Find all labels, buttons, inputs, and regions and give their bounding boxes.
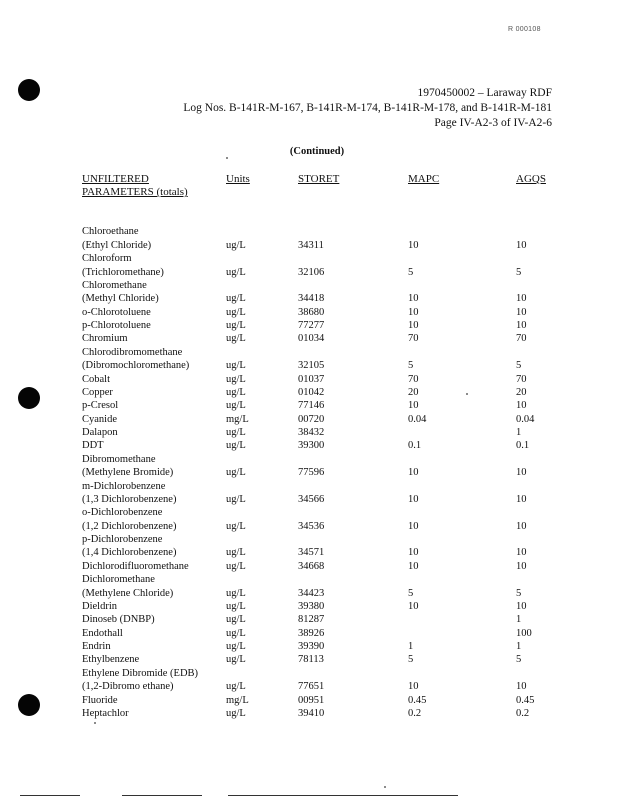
cell-agqs: 10 [516,467,527,479]
cell-name: (Ethyl Chloride) [82,239,152,251]
cell-mapc: 10 [408,547,419,559]
cell-agqs: 5 [516,360,522,372]
cell-name: o-Dichlorobenzene [82,507,163,519]
cell-name: Dalapon [82,427,118,438]
cell-name: Dichloromethane [82,574,155,586]
cell-agqs: 5 [516,266,522,278]
cell-storet: 00951 [298,694,325,706]
cell-agqs: 20 [516,386,527,398]
cell-agqs: 10 [516,306,527,318]
cell-name: Endothall [82,627,123,639]
cell-storet: 34566 [298,493,325,505]
cell-units: ug/L [226,600,246,612]
table-row [0,252,618,265]
cell-agqs: 0.04 [516,413,535,425]
cell-units: ug/L [226,400,246,412]
cell-name: (1,4 Dichlorobenzene) [82,547,177,559]
cell-storet: 39380 [298,600,325,612]
cell-units: ug/L [226,467,246,479]
facility-id-line: 1970450002 – Laraway RDF [417,87,552,99]
cell-name: p-Chlorotoluene [82,320,151,331]
cell-agqs: 0.2 [516,707,530,719]
cell-name: Dieldrin [82,600,117,612]
cell-mapc: 5 [408,360,414,372]
cell-agqs: 10 [516,493,527,505]
table-row [0,533,618,546]
cell-agqs: 70 [516,333,527,345]
column-header-parameters-line1: UNFILTERED [82,173,149,185]
cell-name: Chlorodibromomethane [82,346,183,358]
cell-agqs: 10 [516,239,527,251]
cell-mapc: 10 [408,293,419,305]
cell-mapc: 10 [408,493,419,505]
table-row [0,413,618,426]
cell-units: ug/L [226,386,246,398]
table-row [0,653,618,666]
cell-name: Chloroethane [82,226,139,238]
document-header [183,86,552,131]
cell-storet: 34311 [298,239,324,251]
table-row [0,319,618,332]
cell-name: (Methylene Bromide) [82,467,174,479]
cell-mapc: 10 [408,306,419,318]
cell-units: mg/L [226,413,249,425]
cell-name: o-Chlorotoluene [82,306,151,318]
cell-name: DDT [82,440,104,452]
cell-agqs: 1 [516,427,522,438]
cell-name: (Trichloromethane) [82,266,164,278]
table-row [0,453,618,466]
cell-units: ug/L [226,707,246,719]
table-row [0,306,618,319]
cell-storet: 32105 [298,360,325,372]
cell-mapc: 10 [408,520,419,532]
cell-units: ug/L [226,293,246,305]
table-row [0,373,618,386]
table-row [0,480,618,493]
table-row [0,613,618,626]
cell-storet: 77651 [298,681,325,693]
cell-storet: 38926 [298,627,325,639]
cell-name: (1,3 Dichlorobenzene) [82,493,177,505]
scan-speck [384,786,386,788]
cell-agqs: 0.1 [516,440,530,452]
page-number-line: Page IV-A2-3 of IV-A2-6 [434,117,552,129]
cell-name: (Dibromochloromethane) [82,360,190,372]
cell-storet: 34536 [298,520,325,532]
cell-name: Ethylbenzene [82,654,140,666]
table-row [0,386,618,399]
cell-name: (Methyl Chloride) [82,293,159,305]
table-row [0,506,618,519]
table-row [0,346,618,359]
cell-agqs: 10 [516,600,527,612]
cell-agqs: 5 [516,587,522,599]
cell-mapc: 1 [408,641,414,652]
cell-agqs: 10 [516,681,527,693]
cell-name: Dibromomethane [82,453,156,465]
table-row [0,279,618,292]
cell-units: ug/L [226,520,246,532]
cell-name: Chloromethane [82,279,147,291]
cell-mapc: 0.04 [408,413,427,425]
table-row [0,439,618,452]
column-header-parameters [82,173,232,199]
cell-agqs: 10 [516,560,527,572]
table-row [0,587,618,600]
cell-name: Chloroform [82,253,132,265]
cell-name: Endrin [82,641,111,652]
cell-units: ug/L [226,641,246,652]
log-numbers-line: Log Nos. B-141R-M-167, B-141R-M-174, B-141R-M-178, and B-141R-M-181 [183,102,552,114]
cell-storet: 77146 [298,400,325,412]
cell-storet: 34668 [298,560,325,572]
cell-mapc: 0.2 [408,707,422,719]
column-header-agqs: AGQS [516,173,546,185]
cell-agqs: 5 [516,654,522,666]
footer-rules [0,795,618,797]
cell-storet: 00720 [298,413,325,425]
cell-name: m-Dichlorobenzene [82,480,166,492]
table-row [0,292,618,305]
cell-name: p-Dichlorobenzene [82,534,163,545]
cell-mapc: 0.45 [408,694,427,706]
cell-storet: 39300 [298,440,325,452]
table-header [0,173,618,203]
table-row [0,600,618,613]
cell-name: Chromium [82,333,128,345]
table-row [0,493,618,506]
cell-storet: 39410 [298,707,325,719]
column-header-parameters-line2: PARAMETERS (totals) [82,186,188,198]
continued-label: (Continued) [289,146,345,157]
cell-name: Fluoride [82,694,118,706]
cell-mapc: 5 [408,587,414,599]
table-row [0,560,618,573]
cell-name: Cobalt [82,373,110,385]
cell-units: ug/L [226,360,246,372]
cell-mapc: 70 [408,333,419,345]
cell-name: Copper [82,386,113,398]
cell-units: ug/L [226,333,246,345]
cell-mapc: 70 [408,373,419,385]
cell-units: ug/L [226,547,246,559]
cell-agqs: 10 [516,520,527,532]
cell-name: p-Cresol [82,400,119,412]
cell-storet: 01037 [298,373,325,385]
cell-units: ug/L [226,681,246,693]
cell-storet: 34571 [298,547,325,559]
table-row [0,332,618,345]
cell-mapc: 10 [408,400,419,412]
cell-mapc: 5 [408,654,414,666]
cell-units: ug/L [226,373,246,385]
table-row [0,640,618,653]
cell-name: Heptachlor [82,707,129,719]
cell-units: ug/L [226,306,246,318]
cell-storet: 34423 [298,587,325,599]
cell-agqs: 10 [516,320,527,331]
table-row [0,667,618,680]
table-row [0,225,618,238]
table-row [0,466,618,479]
cell-mapc: 10 [408,239,419,251]
table-row [0,426,618,439]
cell-mapc: 20 [408,386,419,398]
cell-agqs: 10 [516,400,527,412]
footer-rule-1 [20,795,80,796]
parameters-table [0,212,618,720]
cell-name: Dichlorodifluoromethane [82,560,189,572]
cell-mapc: 10 [408,681,419,693]
footer-rule-3 [228,795,458,796]
punch-hole-top [18,79,40,101]
table-row [0,573,618,586]
cell-units: ug/L [226,627,246,639]
cell-units: ug/L [226,239,246,251]
table-row [0,239,618,252]
bates-stamp: R 000108 [508,26,541,33]
cell-storet: 81287 [298,614,325,626]
table-row [0,680,618,693]
cell-name: (Methylene Chloride) [82,587,174,599]
footer-rule-2 [122,795,202,796]
table-row [0,707,618,720]
cell-storet: 77596 [298,467,325,479]
cell-agqs: 70 [516,373,527,385]
cell-mapc: 0.1 [408,440,422,452]
cell-mapc: 10 [408,467,419,479]
table-row [0,694,618,707]
cell-mapc: 10 [408,320,419,331]
cell-agqs: 0.45 [516,694,535,706]
cell-storet: 01034 [298,333,325,345]
cell-name: Dinoseb (DNBP) [82,614,155,626]
column-header-units: Units [226,173,250,185]
cell-name: (1,2 Dichlorobenzene) [82,520,177,532]
cell-storet: 34418 [298,293,325,305]
cell-name: Ethylene Dibromide (EDB) [82,667,199,679]
table-row [0,520,618,533]
cell-units: ug/L [226,320,246,331]
table-row [0,627,618,640]
cell-agqs: 1 [516,614,522,626]
scan-speck [466,393,468,395]
cell-storet: 01042 [298,386,325,398]
cell-storet: 38432 [298,427,325,438]
scan-speck [226,157,228,159]
column-header-storet: STORET [298,173,340,185]
table-row [0,212,618,225]
column-header-mapc: MAPC [408,173,440,185]
cell-units: ug/L [226,266,246,278]
cell-name: Cyanide [82,413,117,425]
table-row [0,359,618,372]
cell-units: ug/L [226,493,246,505]
cell-agqs: 10 [516,293,527,305]
cell-units: ug/L [226,614,246,626]
cell-agqs: 100 [516,627,532,639]
cell-storet: 32106 [298,266,325,278]
cell-mapc: 10 [408,560,419,572]
cell-units: ug/L [226,587,246,599]
cell-mapc: 5 [408,266,414,278]
table-row [0,266,618,279]
scan-speck [94,722,96,724]
cell-name: (1,2-Dibromo ethane) [82,681,174,693]
cell-agqs: 10 [516,547,527,559]
cell-mapc: 10 [408,600,419,612]
cell-units: ug/L [226,440,246,452]
table-row [0,399,618,412]
cell-units: ug/L [226,427,246,438]
cell-units: mg/L [226,694,249,706]
cell-storet: 39390 [298,641,325,652]
cell-agqs: 1 [516,641,522,652]
cell-storet: 78113 [298,654,324,666]
cell-units: ug/L [226,654,246,666]
cell-units: ug/L [226,560,246,572]
table-row [0,546,618,559]
cell-storet: 38680 [298,306,325,318]
cell-storet: 77277 [298,320,325,331]
